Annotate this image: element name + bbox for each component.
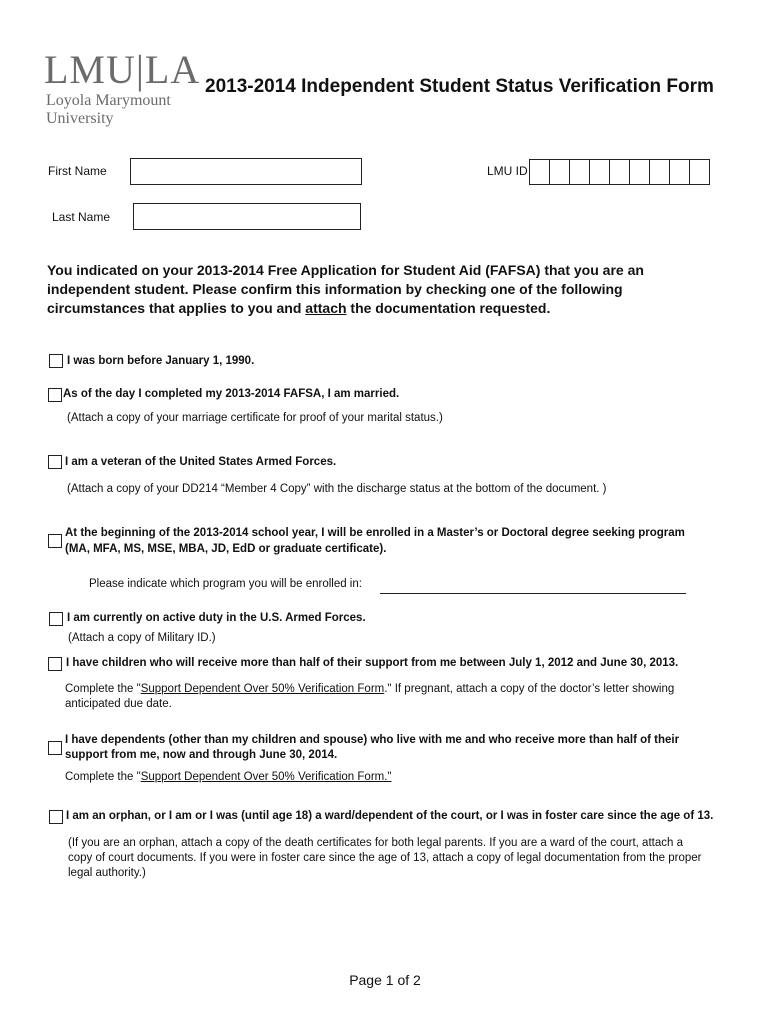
logo-line-1: Loyola Marymount [46, 92, 171, 109]
lmu-id-digit[interactable] [550, 160, 570, 184]
orphan-ward-checkbox[interactable] [49, 810, 63, 824]
graduate-program-label-line-2: (MA, MFA, MS, MSE, MBA, JD, EdD or graduate certificate). [65, 543, 387, 555]
veteran-note: (Attach a copy of your DD214 “Member 4 Copy” with the discharge status at the bottom of the document. ) [67, 483, 607, 495]
program-name-label: Please indicate which program you will be enrolled in: [89, 578, 362, 590]
instructions-attach-emphasis: attach [305, 300, 347, 316]
page-number: Page 1 of 2 [349, 972, 421, 988]
lmu-id-field[interactable] [529, 159, 710, 185]
graduate-program-checkbox[interactable] [48, 534, 62, 548]
support-dependent-form-link[interactable]: Support Dependent Over 50% Verification Form [140, 683, 385, 695]
lmu-id-digit[interactable] [610, 160, 630, 184]
orphan-note-line-3: legal authority.) [68, 867, 146, 879]
other-dependents-checkbox[interactable] [48, 741, 62, 755]
lmu-id-digit[interactable] [590, 160, 610, 184]
graduate-program-label-line-1: At the beginning of the 2013-2014 school year, I will be enrolled in a Master’s or Doctoral degree seeking program [65, 527, 685, 539]
first-name-label: First Name [48, 164, 107, 178]
active-duty-label: I am currently on active duty in the U.S. Armed Forces. [67, 612, 366, 624]
dependents-note-text: Complete the " [65, 771, 141, 783]
lmu-id-digit[interactable] [650, 160, 670, 184]
instructions-text-end: the documentation requested. [346, 300, 551, 316]
first-name-field[interactable] [130, 158, 362, 185]
children-support-checkbox[interactable] [48, 657, 62, 671]
active-duty-checkbox[interactable] [49, 612, 63, 626]
other-dependents-label-line-1: I have dependents (other than my children and spouse) who live with me and who receive more than half of their [65, 734, 680, 746]
lmu-id-digit[interactable] [570, 160, 590, 184]
lmu-id-digit[interactable] [690, 160, 709, 184]
last-name-field[interactable] [133, 203, 361, 230]
born-before-1990-checkbox[interactable] [49, 354, 63, 368]
logo-la: LA [144, 47, 201, 92]
orphan-note-line-1: (If you are an orphan, attach a copy of the death certificates for both legal parents. If you are a ward of the court, attach a [68, 837, 683, 849]
other-dependents-note [65, 770, 392, 785]
married-note: (Attach a copy of your marriage certificate for proof of your marital status.) [67, 412, 443, 424]
children-support-note-line-2: anticipated due date. [65, 698, 172, 710]
veteran-checkbox[interactable] [48, 455, 62, 469]
instructions-text: You indicated on your 2013-2014 Free Application for Student Aid (FAFSA) that you are an independent student. Please confirm this information by checking one of the following circumstances that applies to you and [47, 262, 644, 316]
lmu-id-digit[interactable] [630, 160, 650, 184]
lmu-id-label: LMU ID [487, 164, 528, 178]
children-support-note [65, 682, 674, 697]
children-support-label: I have children who will receive more than half of their support from me between July 1, 2012 and June 30, 2013. [66, 657, 679, 669]
orphan-ward-label: I am an orphan, or I am or I was (until age 18) a ward/dependent of the court, or I was in foster care since the age of 13. [66, 810, 714, 822]
logo-separator: | [135, 47, 145, 92]
logo-university-name [46, 92, 171, 128]
last-name-label: Last Name [52, 210, 111, 224]
logo-lmu: LMU [44, 47, 136, 92]
support-dependent-form-link-2[interactable]: Support Dependent Over 50% Verification Form." [140, 771, 392, 783]
orphan-note-line-2: copy of court documents. If you were in foster care since the age of 13, attach a copy of legal documentation from the proper [68, 852, 702, 864]
children-note-text-end: ." If pregnant, attach a copy of the doctor’s letter showing [384, 683, 675, 695]
married-label: As of the day I completed my 2013-2014 FAFSA, I am married. [63, 388, 400, 400]
born-before-1990-label: I was born before January 1, 1990. [67, 355, 255, 367]
children-note-text: Complete the " [65, 683, 141, 695]
program-name-input[interactable] [380, 593, 686, 594]
lmu-id-digit[interactable] [670, 160, 690, 184]
instructions-paragraph [47, 261, 687, 318]
other-dependents-label-line-2: support from me, now and through June 30, 2014. [65, 749, 338, 761]
logo-wordmark [44, 47, 201, 92]
page-title: 2013-2014 Independent Student Status Verification Form [205, 76, 714, 97]
logo-line-2: University [46, 110, 114, 127]
veteran-label: I am a veteran of the United States Armed Forces. [65, 456, 337, 468]
active-duty-note: (Attach a copy of Military ID.) [68, 632, 216, 644]
lmu-id-digit[interactable] [530, 160, 550, 184]
married-checkbox[interactable] [48, 388, 62, 402]
